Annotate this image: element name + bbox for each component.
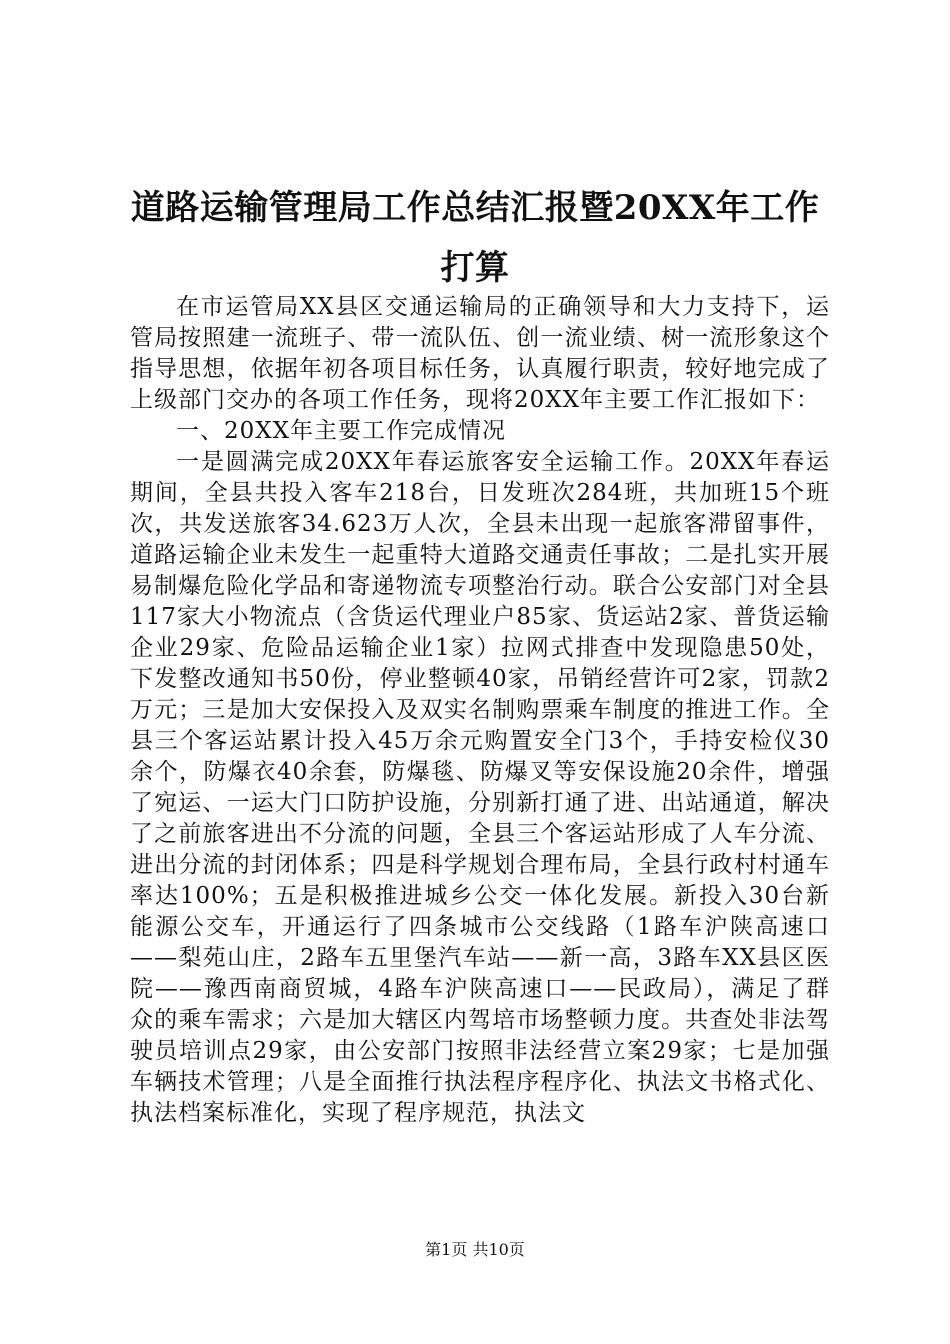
document-title: 道路运输管理局工作总结汇报暨20XX年工作打算 — [130, 188, 820, 288]
work-summary-paragraph: 一是圆满完成20XX年春运旅客安全运输工作。20XX年春运期间，全县共投入客车218台，日发班次284班，共加班15个班次，共发送旅客34.623万人次，全县未出现一起旅客滞留事件，道路运输企业未发生一起重特大道路交通责任事故；二是扎实开展易制爆危险化学品和寄递物流专项整治行动。联合公安部门对全县117家大小物流点（含货运代理业户85家、货运站2家、普货运输企业29家、危险品运输企业1家）拉网式排查中发现隐患50处，下发整改通知书50份，停业整顿40家，吊销经营许可2家，罚款2万元；三是加大安保投入及双实名制购票乘车制度的推进工作。全县三个客运站累计投入45万余元购置安全门3个，手持安检仪30余个，防爆衣40余套，防爆毯、防爆叉等安保设施20余件，增强了宛运、一运大门口防护设施，分别新打通了进、出站通道，解决了之前旅客进出不分流的问题，全县三个客运站形成了人车分流、进出分流的封闭体系；四是科学规划合理布局，全县行政村村通车率达100%；五是积极推进城乡公交一体化发展。新投入30台新能源公交车，开通运行了四条城市公交线路（1路车沪陕高速口——梨苑山庄，2路车五里堡汽车站——新一高，3路车XX县区医院——豫西南商贸城，4路车沪陕高速口——民政局），满足了群众的乘车需求；六是加大辖区内驾培市场整顿力度。共查处非法驾驶员培训点29家，由公安部门按照非法经营立案29家；七是加强车辆技术管理；八是全面推行执法程序程序化、执法文书格式化、执法档案标准化，实现了程序规范，执法文 — [130, 449, 830, 1126]
section-heading: 一、20XX年主要工作完成情况 — [176, 418, 507, 444]
page-footer: 第1页 共10页 — [425, 1240, 525, 1259]
document-body — [130, 292, 830, 1129]
intro-paragraph: 在市运管局XX县区交通运输局的正确领导和大力支持下，运管局按照建一流班子、带一流队伍、创一流业绩、树一流形象这个指导思想，依据年初各项目标任务，认真履行职责，较好地完成了上级部门交办的各项工作任务，现将20XX年主要工作汇报如下： — [130, 294, 830, 413]
